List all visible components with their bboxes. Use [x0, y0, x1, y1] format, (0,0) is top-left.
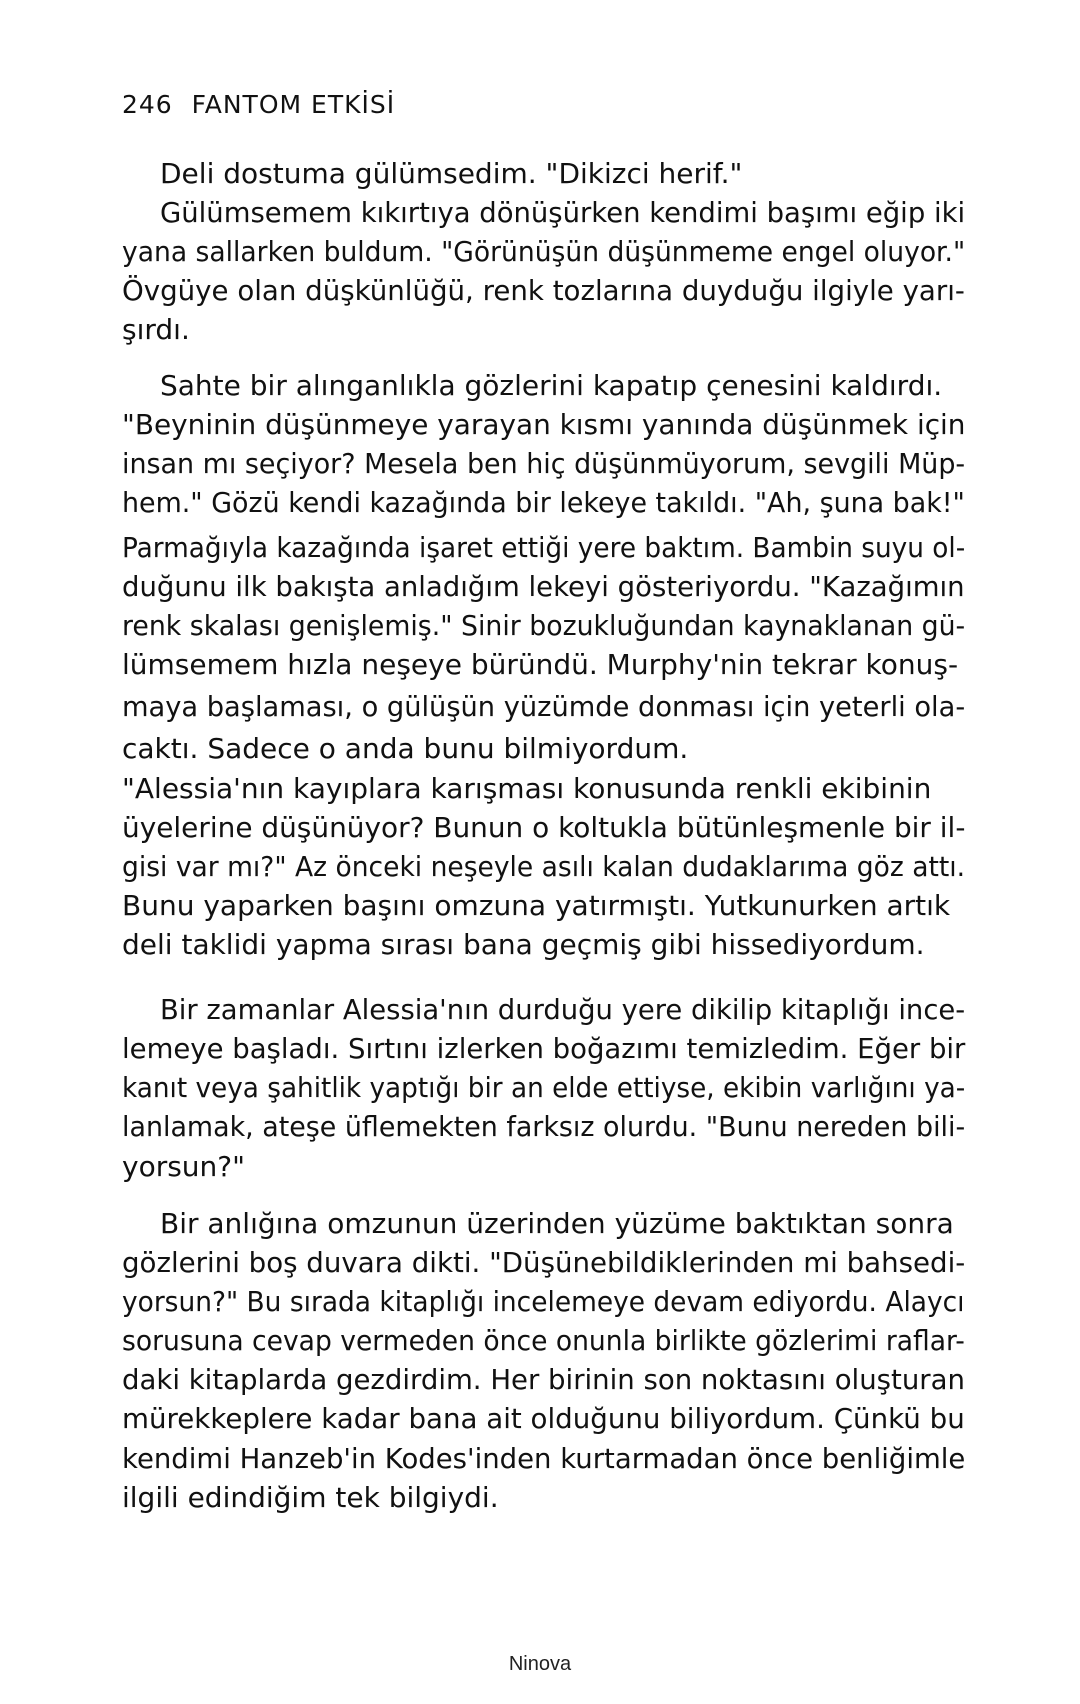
text-line: duğunu ilk bakışta anladığım lekeyi gösteriyordu. "Kazağımın: [122, 570, 965, 603]
text-line: hem." Gözü kendi kazağında bir lekeye takıldı. "Ah, şuna bak!": [122, 486, 965, 519]
text-line: kendimi Hanzeb'in Kodes'inden kurtarmadan önce benliğimle: [122, 1442, 966, 1475]
running-title: FANTOM ETKİSİ: [191, 90, 396, 119]
text-line: caktı. Sadece o anda bunu bilmiyordum.: [122, 732, 689, 765]
text-line: deli taklidi yapma sırası bana geçmiş gibi hissediyordum.: [122, 928, 925, 961]
text-line: şırdı.: [122, 313, 190, 346]
text-line: Parmağıyla kazağında işaret ettiği yere baktım. Bambin suyu ol-: [122, 531, 966, 564]
text-line: "Alessia'nın kayıplara karışması konusunda renkli ekibinin: [122, 772, 932, 805]
text-line: Deli dostuma gülümsedim. "Dikizci herif.": [160, 157, 743, 190]
text-line: yana sallarken buldum. "Görünüşün düşünmeme engel oluyor.": [122, 235, 966, 268]
text-line: daki kitaplarda gezdirdim. Her birinin son noktasını oluşturan: [122, 1363, 965, 1396]
text-line: lümsemem hızla neşeye büründü. Murphy'nin tekrar konuş-: [122, 648, 959, 681]
text-line: kanıt veya şahitlik yaptığı bir an elde ettiyse, ekibin varlığını ya-: [122, 1071, 966, 1104]
text-line: Bir zamanlar Alessia'nın durduğu yere dikilip kitaplığı ince-: [160, 993, 966, 1026]
running-head: [122, 90, 395, 119]
text-line: Övgüye olan düşkünlüğü, renk tozlarına duyduğu ilgiyle yarı-: [122, 274, 965, 307]
text-line: gözlerini boş duvara dikti. "Düşünebildiklerinden mi bahsedi-: [122, 1246, 966, 1279]
page-number: 246: [122, 90, 173, 119]
text-line: Bunu yaparken başını omzuna yatırmıştı. Yutkunurken artık: [122, 889, 951, 922]
text-line: "Beyninin düşünmeye yarayan kısmı yanında düşünmek için: [122, 408, 966, 441]
text-line: mürekkeplere kadar bana ait olduğunu biliyordum. Çünkü bu: [122, 1402, 965, 1435]
text-line: ilgili edindiğim tek bilgiydi.: [122, 1481, 499, 1514]
text-line: insan mı seçiyor? Mesela ben hiç düşünmüyorum, sevgili Müp-: [122, 447, 966, 480]
watermark: Ninova: [508, 1653, 572, 1675]
text-line: maya başlaması, o gülüşün yüzümde donması için yeterli ola-: [122, 690, 966, 723]
text-line: sorusuna cevap vermeden önce onunla birlikte gözlerimi raflar-: [122, 1324, 965, 1357]
text-line: renk skalası genişlemiş." Sinir bozukluğundan kaynaklanan gü-: [122, 609, 966, 642]
text-line: Sahte bir alınganlıkla gözlerini kapatıp çenesini kaldırdı.: [160, 369, 943, 402]
text-line: lemeye başladı. Sırtını izlerken boğazımı temizledim. Eğer bir: [122, 1032, 966, 1065]
text-line: Bir anlığına omzunun üzerinden yüzüme baktıktan sonra: [160, 1207, 954, 1240]
text-line: üyelerine düşünüyor? Bunun o koltukla bütünleşmenle bir il-: [122, 811, 966, 844]
text-line: yorsun?": [122, 1150, 246, 1183]
text-line: gisi var mı?" Az önceki neşeyle asılı kalan dudaklarıma göz attı.: [122, 850, 966, 883]
text-line: Gülümsemem kıkırtıya dönüşürken kendimi başımı eğip iki: [160, 196, 966, 229]
text-line: yorsun?" Bu sırada kitaplığı incelemeye devam ediyordu. Alaycı: [122, 1285, 965, 1318]
text-line: lanlamak, ateşe üflemekten farksız olurdu. "Bunu nereden bili-: [122, 1110, 966, 1143]
